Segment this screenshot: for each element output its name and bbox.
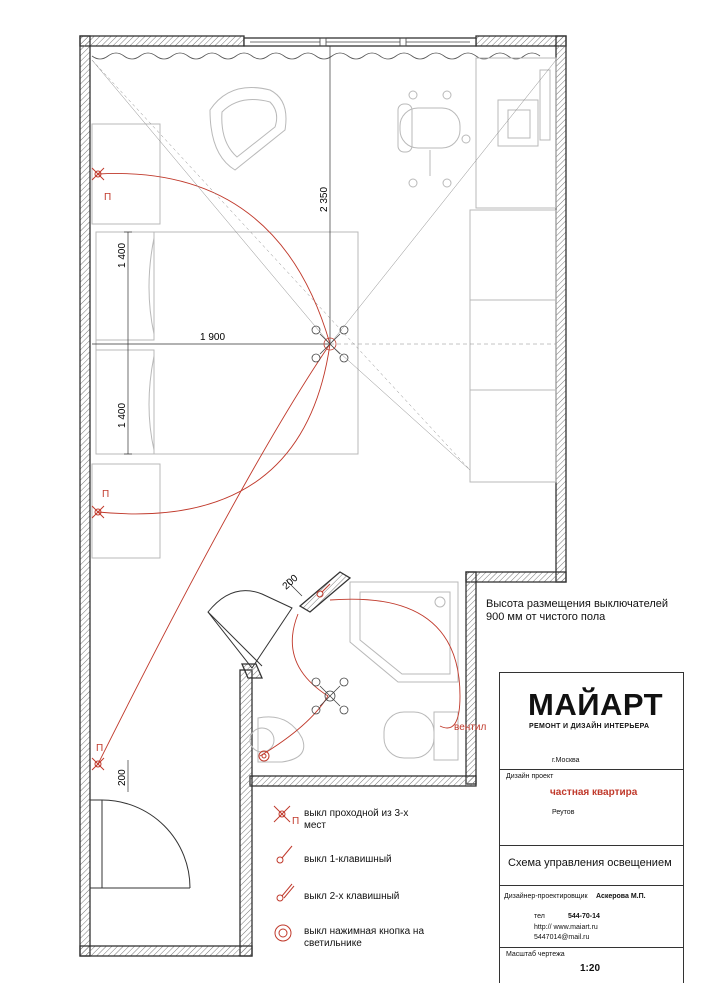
tel-label: тел [534,913,545,920]
designer-name: Аскерова М.П. [596,893,646,900]
dim-2350: 2 350 [319,186,330,212]
wall-bath-bottom [250,776,476,786]
wall-top-left [80,36,244,46]
legend-3way-text: выкл проходной из 3-х мест [304,808,409,831]
wall-right [556,36,566,582]
office-chair [398,91,470,187]
wall-bottom [80,946,252,956]
company-logo: МАЙАРТ [528,687,664,722]
wardrobe [470,210,556,482]
drawing-title: Схема управления освещением [508,857,672,869]
entry-door [90,800,102,888]
label-p-3: П [96,743,104,754]
note-line-1: Высота размещения выключателей [486,598,669,610]
note-line-2: 900 мм от чистого пола [486,611,606,623]
wiring [98,173,460,764]
website: http:// www.maiart.ru [534,924,598,931]
city: г.Москва [552,757,580,764]
dim-1900: 1 900 [200,332,226,343]
legend-3way-icon [274,806,290,822]
company-tagline: РЕМОНТ И ДИЗАЙН ИНТЕРЬЕРА [529,723,650,730]
dim-1400-bottom: 1 400 [117,402,128,428]
desk [476,58,556,208]
dim-200-left: 200 [117,769,128,786]
legend-1key-icon [277,846,292,863]
project-location: Реутов [552,809,575,816]
toilet [384,712,434,758]
scale-label: Масштаб чертежа [506,951,565,958]
light-fixture-bath-icon [312,678,348,714]
tel-number: 544-70-14 [568,913,600,920]
wall-corridor-right [240,670,252,956]
switch-height-note [486,598,668,624]
wall-bath-diag [300,572,350,612]
nightstand-bottom [92,464,160,558]
legend-2key-icon [277,884,294,901]
label-p-1: П [104,192,112,203]
legend-button-icon [275,925,291,941]
wall-bath-right [466,572,476,784]
scale-value: 1:20 [580,963,601,974]
wall-right-step [466,572,566,582]
bed [96,232,358,454]
title-block [499,672,684,983]
designer-label: Дизайнер-проектировщик [504,893,588,900]
furniture [92,58,556,762]
curtain [92,53,540,59]
dim-1400-top: 1 400 [117,242,128,268]
legend-2key-text: выкл 2-х клавишный [304,891,400,902]
bath-door [208,591,292,668]
legend-symbols [274,806,294,941]
project-label: Дизайн проект [506,773,554,780]
legend-1key-text: выкл 1-клавишный [304,854,392,865]
dim-200-door: 200 [280,572,301,593]
sink [258,717,304,762]
legend-button-text: выкл нажимная кнопка на светильнике [304,926,425,949]
project-name: частная квартира [550,787,638,798]
legend-3way-p: П [292,816,300,827]
wall-top-right [476,36,566,46]
switch-3way-3-icon [92,758,104,770]
guide-lines [92,60,556,470]
email: 5447014@mail.ru [534,934,590,941]
label-p-2: П [102,489,110,500]
doors [90,591,292,888]
label-ventil: вентил [454,722,487,733]
wall-left [80,36,90,956]
